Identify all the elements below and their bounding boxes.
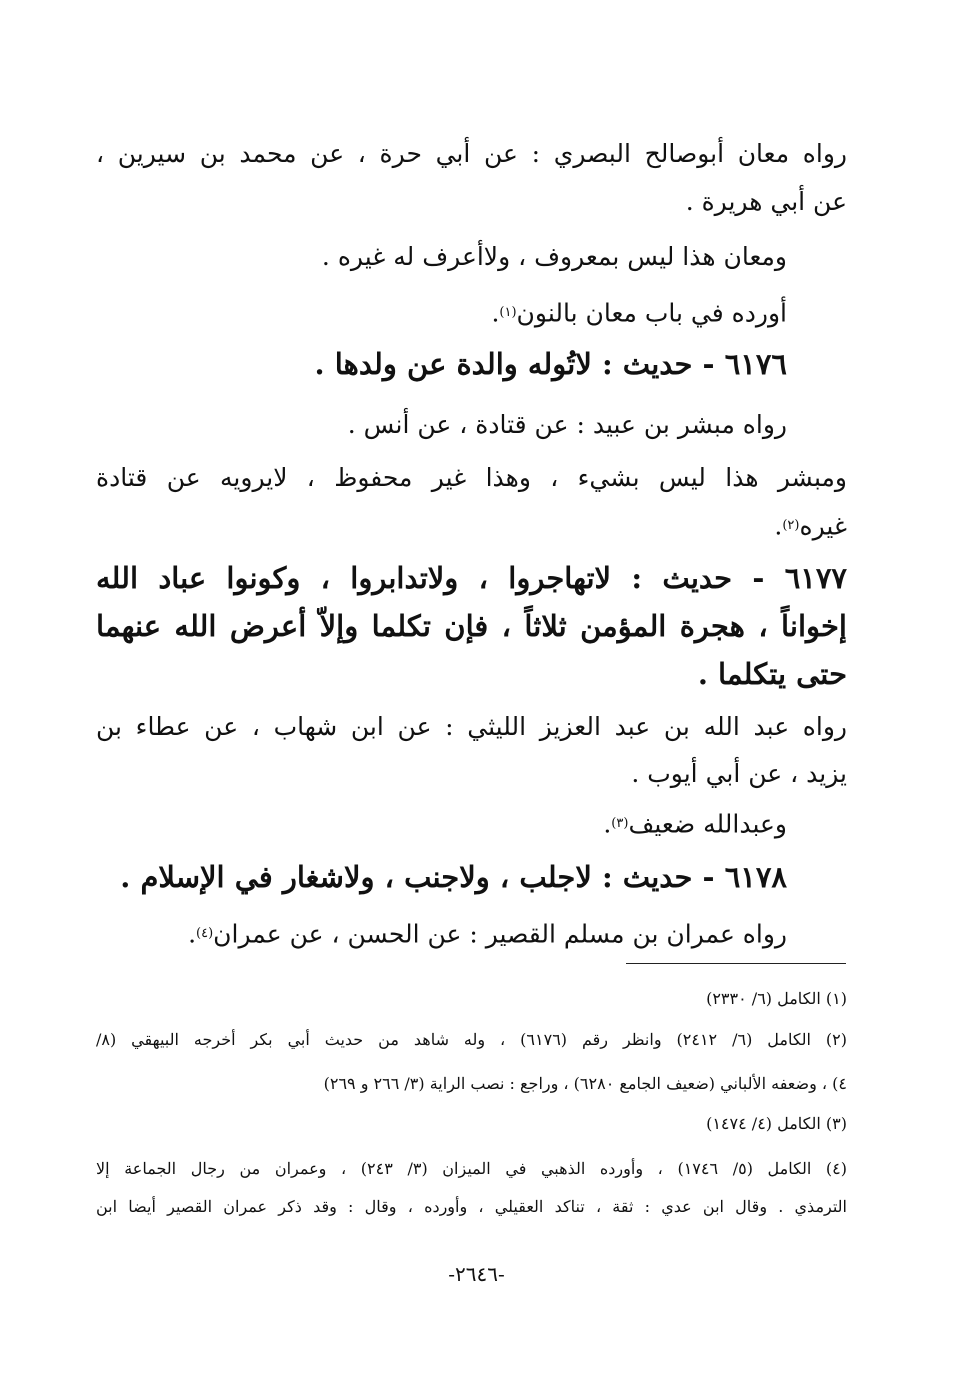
body-line: عن أبي هريرة . bbox=[685, 187, 847, 216]
hadith-heading-6176: ٦١٧٦ - حديث : لاتُوله والدة عن ولدها . bbox=[314, 347, 787, 381]
body-line-with-ref bbox=[188, 913, 787, 951]
hadith-heading-6177-cont: إخواناً ، هجرة المؤمن ثلاثاً ، فإن تكلما وإلاّ أعرض الله عنهما bbox=[96, 609, 847, 643]
footnote-3: (٣) الكامل (٤/ ١٤٧٤) bbox=[706, 1114, 847, 1133]
hadith-heading-6177-cont: حتى يتكلما . bbox=[697, 657, 847, 691]
body-text: غيره bbox=[799, 511, 847, 541]
body-line-with-ref bbox=[774, 505, 847, 543]
footnote-4: (٤) الكامل (٥/ ١٧٤٦) ، وأورده الذهبي في الميزان (٣/ ٢٤٣) ، وعمران من رجال الجماعة إلا bbox=[96, 1159, 847, 1178]
footnote-ref: (٤) bbox=[196, 926, 214, 941]
hadith-heading-6178: ٦١٧٨ - حديث : لاجلب ، ولاجنب ، ولاشغار في الإسلام . bbox=[120, 860, 787, 894]
end-punct: . bbox=[774, 511, 783, 541]
end-punct: . bbox=[491, 298, 500, 328]
footnote-ref: (٢) bbox=[782, 518, 800, 533]
body-text: رواه عمران بن مسلم القصير : عن الحسن ، عن عمران bbox=[213, 919, 787, 949]
footnote-4-cont: الترمذي . وقال ابن عدي : ثقة ، تناكد العقيلي ، وأورده ، وقال : وقد ذكر عمران القصير أيضا ابن bbox=[96, 1197, 848, 1216]
footnote-1: (١) الكامل (٦/ ٢٣٣٠) bbox=[706, 989, 847, 1008]
body-text: وعبدالله ضعيف bbox=[628, 809, 787, 839]
footnote-separator bbox=[626, 963, 846, 964]
page-number: -٢٦٤٦- bbox=[448, 1262, 505, 1286]
footnote-ref: (١) bbox=[499, 305, 517, 320]
body-line-with-ref bbox=[491, 292, 787, 330]
body-line-with-ref bbox=[603, 803, 787, 841]
body-text: أورده في باب معان بالنون bbox=[516, 298, 787, 328]
footnote-2-cont: ٤) ، وضعفه الألباني (ضعيف الجامع ٦٢٨٠) ، وراجع : نصب الراية (٣/ ٢٦٦ و ٢٦٩) bbox=[323, 1074, 847, 1093]
end-punct: . bbox=[188, 919, 197, 949]
body-line: ومبشر هذا ليس بشيء ، وهذا غير محفوظ ، لايرويه عن قتادة bbox=[96, 463, 847, 492]
body-line: رواه مبشر بن عبيد : عن قتادة ، عن أنس . bbox=[347, 410, 787, 439]
body-line: يزيد ، عن أبي أيوب . bbox=[631, 759, 847, 788]
body-line: رواه معان أبوصالح البصري : عن أبي حرة ، عن محمد بن سيرين ، bbox=[96, 139, 847, 168]
footnote-2: (٢) الكامل (٦/ ٢٤١٢) وانظر رقم (٦١٧٦) ، وله شاهد من حديث أبي بكر أخرجه البيهقي (٨/ bbox=[96, 1030, 848, 1049]
end-punct: . bbox=[603, 809, 612, 839]
body-line: ومعان هذا ليس بمعروف ، ولاأعرف له غيره . bbox=[321, 242, 787, 271]
body-line: رواه عبد الله بن عبد العزيز الليثي : عن ابن شهاب ، عن عطاء بن bbox=[96, 712, 847, 741]
hadith-heading-6177: ٦١٧٧ - حديث : لاتهاجروا ، ولاتدابروا ، وكونوا عباد الله bbox=[96, 561, 847, 595]
footnote-ref: (٣) bbox=[611, 816, 629, 831]
